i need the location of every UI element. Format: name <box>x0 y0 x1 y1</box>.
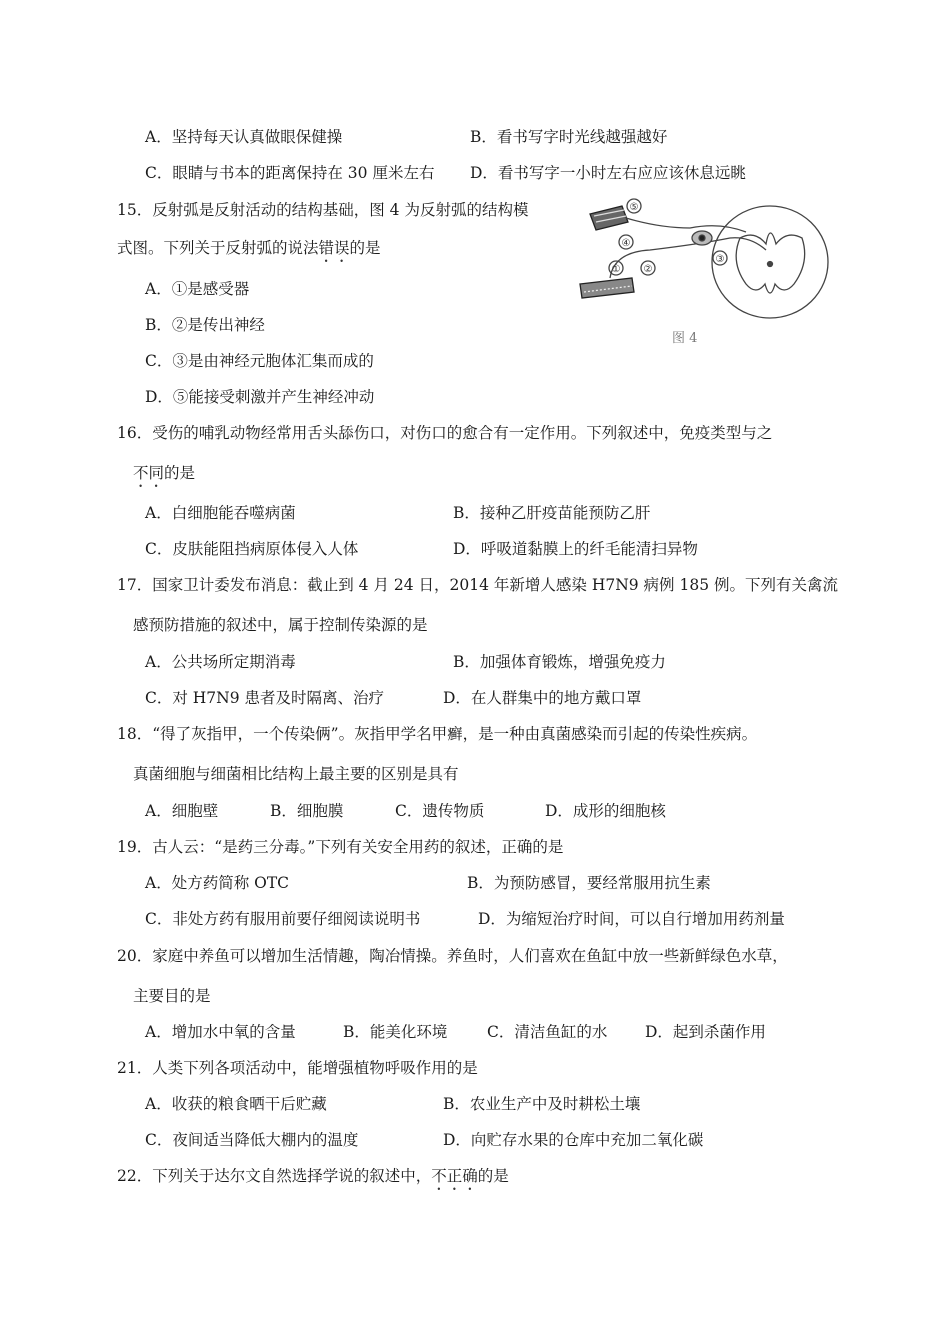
q21-option-b: B．农业生产中及时耕松土壤 <box>443 1095 641 1113</box>
q16-emphasis: 不同 <box>133 464 165 482</box>
q21-option-a: A．收获的粮食晒干后贮藏 <box>145 1095 327 1113</box>
q19-option-b: B．为预防感冒，要经常服用抗生素 <box>467 874 711 892</box>
q16-stem-line1: 16．受伤的哺乳动物经常用舌头舔伤口，对伤口的愈合有一定作用。下列叙述中，免疫类型与之 <box>117 424 773 442</box>
q18-stem-line1: 18．“得了灰指甲，一个传染俩”。灰指甲学名甲癣，是一种由真菌感染而引起的传染性疾病。 <box>117 725 758 743</box>
q15-emphasis: 错误 <box>318 239 350 257</box>
central-canal <box>768 262 773 267</box>
q16-option-d: D．呼吸道黏膜上的纤毛能清扫异物 <box>453 540 698 558</box>
q19-option-c: C．非处方药有服用前要仔细阅读说明书 <box>145 910 421 928</box>
q19-option-a: A．处方药简称 OTC <box>145 874 290 892</box>
q15-stem-line2: 式图。下列关于反射弧的说法错误的是 <box>117 239 381 257</box>
q18-option-d: D．成形的细胞核 <box>545 802 666 820</box>
q15-option-b: B．②是传出神经 <box>145 316 265 334</box>
q20-option-c: C．清洁鱼缸的水 <box>487 1023 608 1041</box>
q21-stem-line1: 21．人类下列各项活动中，能增强植物呼吸作用的是 <box>117 1059 478 1077</box>
fig-label-4: ④ <box>621 238 631 249</box>
q20-stem-line1: 20．家庭中养鱼可以增加生活情趣，陶冶情操。养鱼时，人们喜欢在鱼缸中放一些新鲜绿色水草， <box>117 947 788 965</box>
q17-option-d: D．在人群集中的地方戴口罩 <box>443 689 642 707</box>
q17-option-b: B．加强体育锻炼，增强免疫力 <box>453 653 666 671</box>
q17-option-c: C．对 H7N9 患者及时隔离、治疗 <box>145 689 385 707</box>
q17-option-a: A．公共场所定期消毒 <box>145 653 296 671</box>
q14-option-d: D．看书写字一小时左右应应该休息远眺 <box>470 164 746 182</box>
fig-label-5: ⑤ <box>629 202 639 213</box>
effector-shape <box>590 206 628 230</box>
q17-stem-line1: 17．国家卫计委发布消息：截止到 4 月 24 日，2014 年新增人感染 H7N9 病例 185 例。下列有关禽流 <box>117 576 838 594</box>
q14-option-b: B．看书写字时光线越强越好 <box>470 128 668 146</box>
q18-stem-line2: 真菌细胞与细菌相比结构上最主要的区别是具有 <box>133 765 459 783</box>
fig-label-1: ① <box>611 264 621 275</box>
q18-option-c: C．遗传物质 <box>395 802 485 820</box>
q19-option-d: D．为缩短治疗时间，可以自行增加用药剂量 <box>478 910 785 928</box>
q14-option-c: C．眼睛与书本的距离保持在 30 厘米左右 <box>145 164 435 182</box>
q22-stem-line1: 22．下列关于达尔文自然选择学说的叙述中，不正确的是 <box>117 1167 509 1185</box>
q21-option-c: C．夜间适当降低大棚内的温度 <box>145 1131 359 1149</box>
efferent-nerve <box>626 218 746 232</box>
q16-option-a: A．白细胞能吞噬病菌 <box>145 504 296 522</box>
q18-option-b: B．细胞膜 <box>270 802 344 820</box>
receptor-shape <box>580 278 634 298</box>
q14-option-a: A．坚持每天认真做眼保健操 <box>145 128 343 146</box>
q16-stem-line2: 不同的是 <box>133 464 196 482</box>
q18-option-a: A．细胞壁 <box>145 802 219 820</box>
figure-caption: 图 4 <box>672 331 698 346</box>
q15-option-c: C．③是由神经元胞体汇集而成的 <box>145 352 374 370</box>
q21-option-d: D．向贮存水果的仓库中充加二氧化碳 <box>443 1131 704 1149</box>
q16-option-c: C．皮肤能阻挡病原体侵入人体 <box>145 540 359 558</box>
q15-stem-line1: 15．反射弧是反射活动的结构基础，图 4 为反射弧的结构模 <box>117 201 529 219</box>
q22-emphasis: 不正确 <box>431 1167 478 1185</box>
fig-label-2: ② <box>643 264 653 275</box>
q15-option-d: D．⑤能接受刺激并产生神经冲动 <box>145 388 375 406</box>
q20-option-b: B．能美化环境 <box>343 1023 448 1041</box>
q20-option-d: D．起到杀菌作用 <box>645 1023 766 1041</box>
q20-stem-line2: 主要目的是 <box>133 987 211 1005</box>
q16-option-b: B．接种乙肝疫苗能预防乙肝 <box>453 504 651 522</box>
reflex-arc-figure <box>570 192 846 352</box>
fig-label-3: ③ <box>715 254 725 265</box>
q20-option-a: A．增加水中氧的含量 <box>145 1023 296 1041</box>
q15-option-a: A．①是感受器 <box>145 280 250 298</box>
q19-stem-line1: 19．古人云：“是药三分毒。”下列有关安全用药的叙述，正确的是 <box>117 838 564 856</box>
q17-stem-line2: 感预防措施的叙述中，属于控制传染源的是 <box>133 616 428 634</box>
